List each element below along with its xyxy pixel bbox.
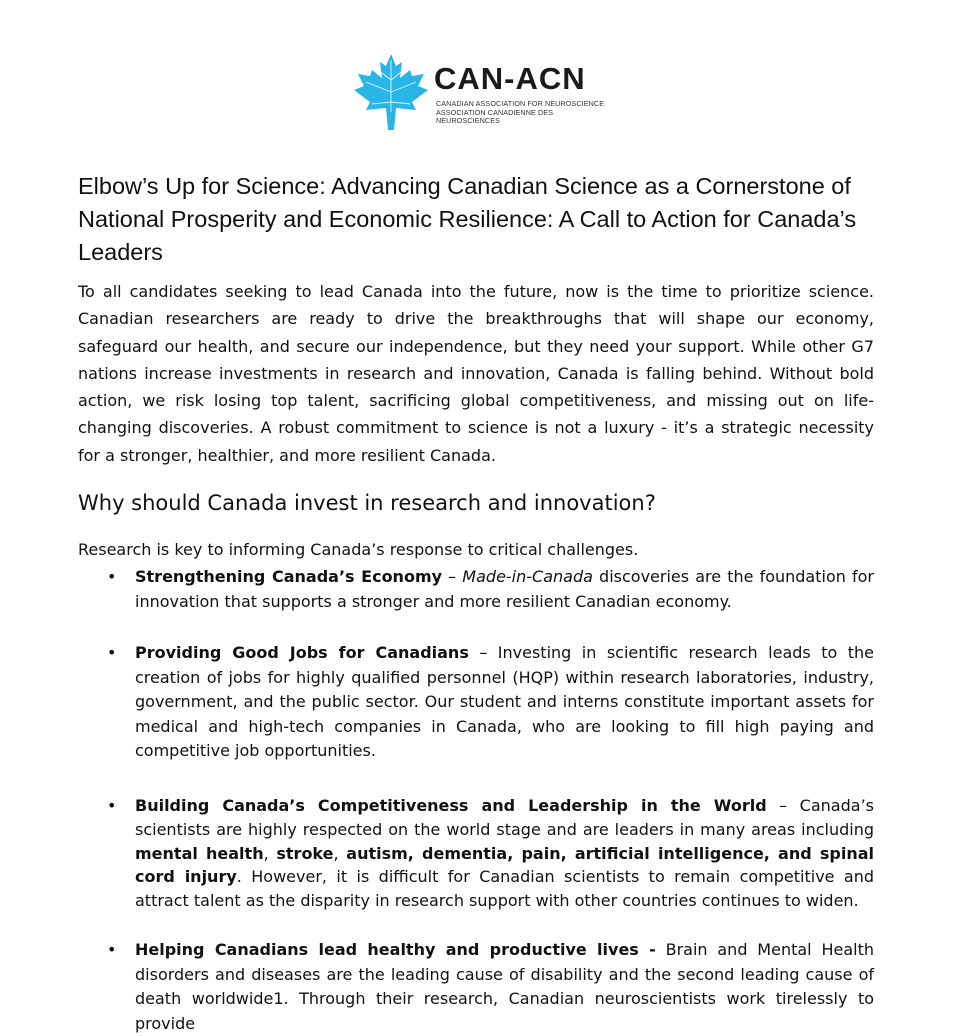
bullet-competitiveness-comma-2: , (333, 843, 347, 863)
bullet-economy-italic: Made-in-Canada (462, 567, 593, 586)
bullet-competitiveness-text-2: . However, it is difficult for Canadian scientists to remain competitive and attract talent as the disparity in research support with other countries continues to widen. (135, 867, 875, 911)
bullet-jobs (135, 641, 874, 764)
bullet-economy (135, 565, 874, 614)
bullet-economy-title: Strengthening Canada’s Economy (135, 567, 443, 586)
bullet-competitiveness-bold-1: mental health (135, 843, 264, 863)
maple-leaf-icon (352, 52, 430, 132)
bullet-competitiveness-bold-2: stroke (276, 843, 334, 863)
bullet-economy-text: discoveries are the foundation for innovation that supports a stronger and more resilient Canadian economy. (135, 567, 875, 611)
bullet-health-text: Brain and Mental Health disorders and diseases are the leading cause of disability and the second leading cause of death worldwide1. Through their research, Canadian neuroscientists work tirelessly to provide (135, 940, 874, 1033)
bullet-competitiveness-title: Building Canada’s Competitiveness and Leadership in the World (135, 796, 767, 815)
section-heading: Why should Canada invest in research and innovation? (78, 491, 656, 515)
org-name: CAN-ACN (434, 61, 586, 96)
document-title: Elbow’s Up for Science: Advancing Canadian Science as a Cornerstone of National Prosperity and Economic Resilience: A Call to Action for Canada’s Leaders (78, 173, 857, 265)
bullet-jobs-text: – Investing in scientific research leads to the creation of jobs for highly qualified personnel (HQP) within research laboratories, industry, government, and the public sector. Our student and interns constitute important assets for medical and high-tech companies in Canada, who are looking to fill high paying and competitive job opportunities. (135, 643, 875, 760)
section-lead: Research is key to informing Canada’s response to critical challenges. (78, 540, 639, 559)
org-subtitle-fr: ASSOCIATION CANADIENNE DES NEUROSCIENCES (436, 107, 554, 125)
bullet-competitiveness-bold-3: autism, dementia, pain, artificial intelligence, and spinal cord injury (135, 843, 875, 887)
bullet-economy-sep: – (442, 567, 463, 586)
org-subtitle (436, 100, 612, 126)
intro-paragraph: To all candidates seeking to lead Canada into the future, now is the time to prioritize science. Canadian researchers are ready to drive the breakthroughs that will shape our economy, safeguard our health, and secure our independence, but they need your support. While other G7 nations increase investments in research and innovation, Canada is falling behind. Without bold action, we risk losing top talent, sacrificing global competitiveness, and missing out on life-changing discoveries. A robust commitment to science is not a luxury - it’s a strategic necessity for a stronger, healthier, and more resilient Canada. (78, 282, 874, 465)
bullet-health (135, 938, 874, 1036)
bullet-jobs-title: Providing Good Jobs for Canadians (135, 643, 469, 662)
bullet-competitiveness-comma-1: , (263, 843, 277, 863)
bullet-competitiveness (135, 794, 874, 913)
logo (352, 52, 612, 132)
bullet-health-title: Helping Canadians lead healthy and productive lives - (135, 940, 656, 959)
bullet-competitiveness-text-1: – Canada’s scientists are highly respected on the world stage and are leaders in many areas including (135, 796, 874, 839)
org-subtitle-en: CANADIAN ASSOCIATION FOR NEUROSCIENCE (436, 99, 605, 108)
